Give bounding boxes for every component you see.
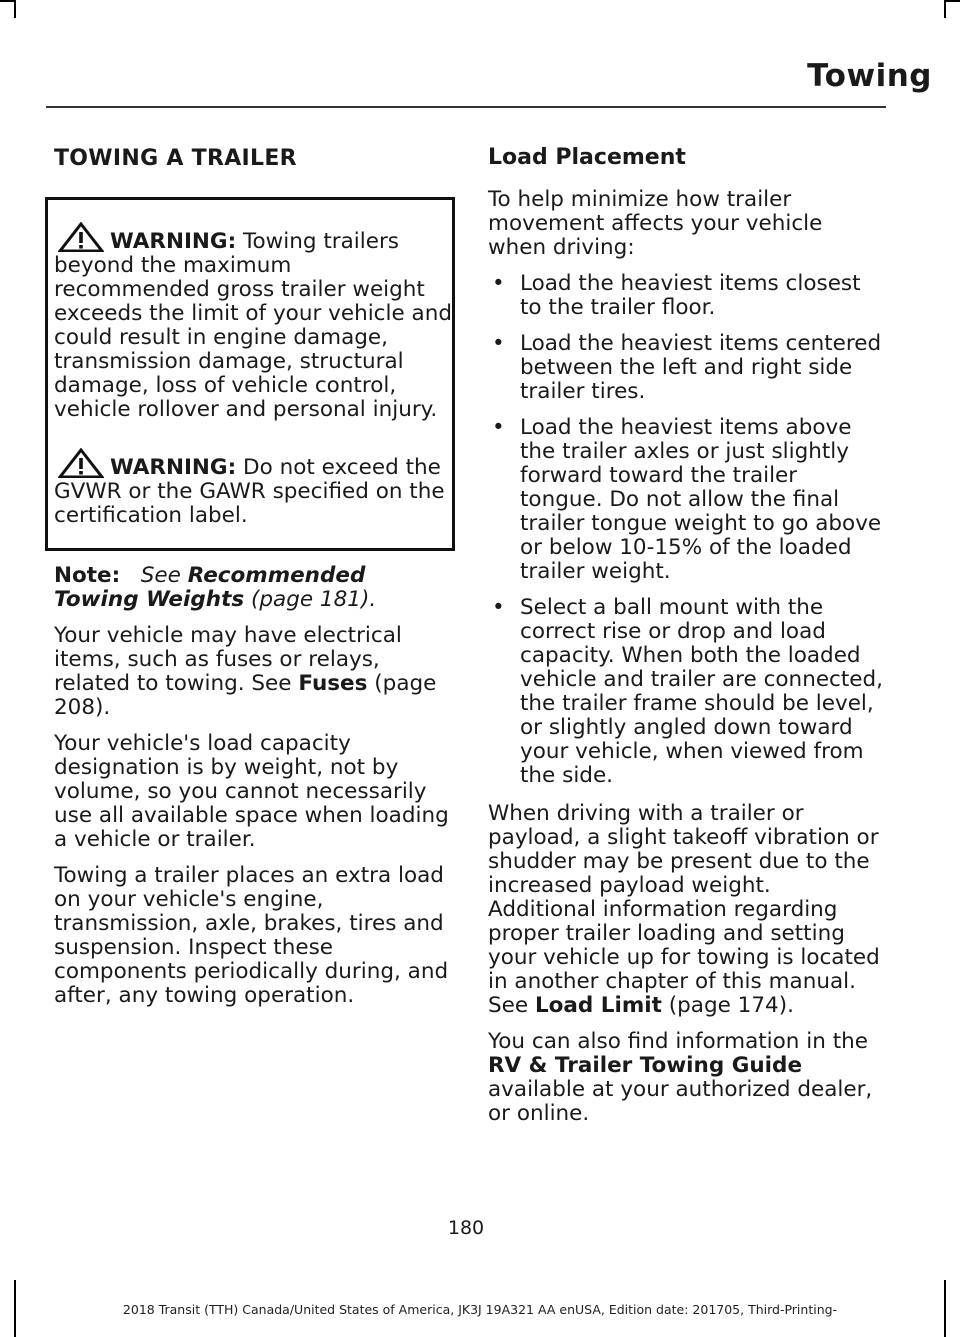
crop-mark — [0, 0, 14, 2]
crop-mark — [944, 0, 946, 18]
right-column — [488, 145, 884, 1138]
note-page: (page 181). — [250, 587, 377, 612]
page-number: 180 — [447, 1217, 485, 1239]
list-item — [488, 596, 884, 788]
note-label: Note: — [54, 563, 121, 588]
warning-text: Towing trailers beyond the maximum recommended gross trailer weight exceeds the limit of your vehicle and could result in engine damage, transmission damage, structural damage, loss of vehicle control, vehicle rollover and personal injury. — [54, 229, 452, 422]
body-text: You can also find information in the — [488, 1029, 868, 1054]
list-item — [488, 272, 884, 320]
towing-guide-reference: RV & Trailer Towing Guide — [488, 1053, 803, 1078]
body-text: available at your authorized dealer, or online. — [488, 1077, 873, 1126]
body-paragraph: Your vehicle's load capacity designation is by weight, not by volume, so you cannot necessarily use all available space when loading a vehicle or trailer. — [54, 731, 449, 852]
list-item — [488, 332, 884, 404]
bullet: • — [492, 271, 505, 296]
warning-text: Do not exceed the GVWR or the GAWR specified on the certification label. — [54, 455, 445, 528]
page-reference: (page 174). — [668, 993, 794, 1018]
note-paragraph — [54, 564, 454, 612]
note-reference-link[interactable]: Recommended Towing Weights — [54, 563, 366, 612]
header-rule — [46, 106, 886, 108]
page-reference: (page 208). — [54, 671, 437, 720]
bullet: • — [492, 331, 505, 356]
section-title: Towing — [807, 58, 932, 94]
warning-paragraph — [54, 448, 452, 528]
left-body — [54, 564, 454, 1020]
body-paragraph — [488, 1030, 884, 1126]
warning-triangle-icon — [58, 222, 104, 252]
crop-mark — [14, 0, 16, 18]
body-text: Your vehicle may have electrical items, such as fuses or relays, related to towing. See — [54, 623, 402, 696]
warning-label: WARNING: — [110, 455, 237, 480]
list-item — [488, 416, 884, 584]
warning-triangle-icon — [58, 448, 104, 478]
list-item-text: Load the heaviest items centered between the left and right side trailer tires. — [520, 331, 882, 404]
footer-edition-info: 2018 Transit (TTH) Canada/United States of America, JK3J 19A321 AA enUSA, Edition date: 201705, Third-Printing- — [122, 1302, 838, 1317]
subsection-heading: Load Placement — [488, 145, 686, 170]
body-paragraph: Towing a trailer places an extra load on your vehicle's engine, transmission, axle, brakes, tires and suspension. Inspect these components periodically during, and after, any towing operation. — [54, 863, 449, 1008]
list-item-text: Load the heaviest items closest to the trailer floor. — [520, 271, 861, 320]
warning-label: WARNING: — [110, 229, 237, 254]
warning-box — [45, 197, 455, 551]
body-text: When driving with a trailer or payload, a slight takeoff vibration or shudder may be present due to the increased payload weight. Additional information regarding proper trailer loading and setting your vehicle up for towing is located in another chapter of this manual. See — [488, 801, 880, 1018]
load-placement-list — [488, 272, 884, 788]
fuses-reference-link[interactable]: Fuses — [298, 671, 368, 696]
bullet: • — [492, 415, 505, 440]
warning-paragraph — [54, 222, 452, 422]
intro-paragraph: To help minimize how trailer movement affects your vehicle when driving: — [488, 187, 823, 260]
body-paragraph — [488, 802, 884, 1018]
load-limit-reference-link[interactable]: Load Limit — [534, 993, 662, 1018]
note-see: See — [140, 563, 181, 588]
bullet: • — [492, 595, 505, 620]
body-paragraph — [54, 624, 454, 720]
crop-mark — [946, 0, 960, 2]
section-heading: TOWING A TRAILER — [54, 146, 297, 171]
list-item-text: Load the heaviest items above the trailer axles or just slightly forward toward the trailer tongue. Do not allow the final trailer tongue weight to go above or below 10-15% of the loaded trailer weight. — [520, 415, 882, 584]
list-item-text: Select a ball mount with the correct rise or drop and load capacity. When both the loaded vehicle and trailer are connected, the trailer frame should be level, or slightly angled down toward your vehicle, when viewed from the side. — [520, 595, 884, 788]
